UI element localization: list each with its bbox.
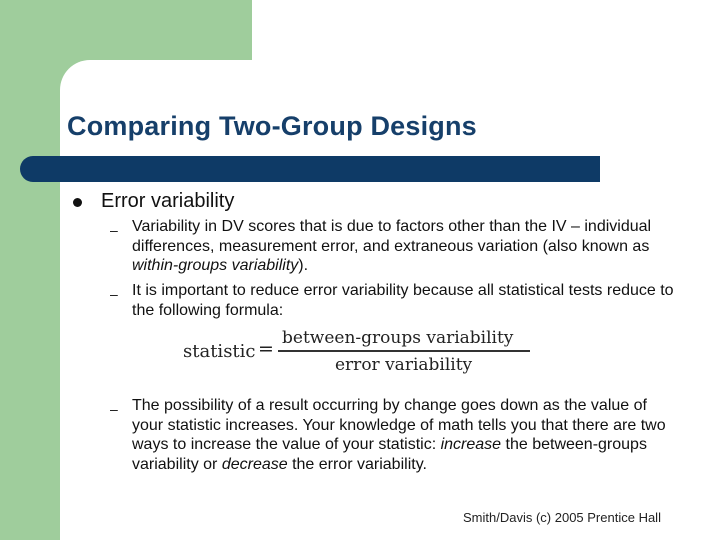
formula — [180, 326, 540, 378]
text-run: It is important to reduce error variability because all statistical tests reduce to the following formula: — [132, 282, 674, 319]
text-run: ). — [298, 257, 309, 274]
slide-title: Comparing Two-Group Designs — [67, 111, 477, 141]
dash-icon: – — [110, 401, 118, 417]
main-bullet: Error variability — [101, 190, 235, 212]
formula-equals: = — [258, 338, 274, 360]
emphasized-text: increase — [440, 436, 502, 453]
footer-credit: Smith/Davis (c) 2005 Prentice Hall — [463, 510, 661, 525]
text-run: the error variability. — [287, 455, 427, 473]
emphasized-text: decrease — [221, 455, 288, 473]
dash-icon: – — [110, 286, 118, 302]
formula-lhs: statistic — [183, 341, 256, 362]
decorative-green-strip-left — [0, 0, 60, 540]
subpoint-text — [132, 281, 677, 320]
subpoint-text — [132, 396, 677, 474]
subpoint-text — [132, 217, 677, 276]
fraction-bar — [278, 350, 530, 352]
title-underline-bar — [20, 156, 600, 182]
text-run: Variability in DV scores that is due to factors other than the IV – individual differences, measurement error, and extraneous variation (also known as — [132, 218, 652, 255]
emphasized-text: within-groups variability — [132, 257, 299, 274]
text-run: The possibility of a result occurring by change goes down as the value of your statistic increases. Your knowledge of math tells you that there are two ways to increase the value of your statistic: — [132, 397, 666, 453]
formula-numerator: between-groups variability — [282, 328, 514, 348]
bullet-dot-icon — [73, 198, 82, 207]
dash-icon: – — [110, 222, 118, 238]
formula-denominator: error variability — [335, 355, 473, 375]
text-run: the between-groups variability or — [132, 436, 647, 473]
